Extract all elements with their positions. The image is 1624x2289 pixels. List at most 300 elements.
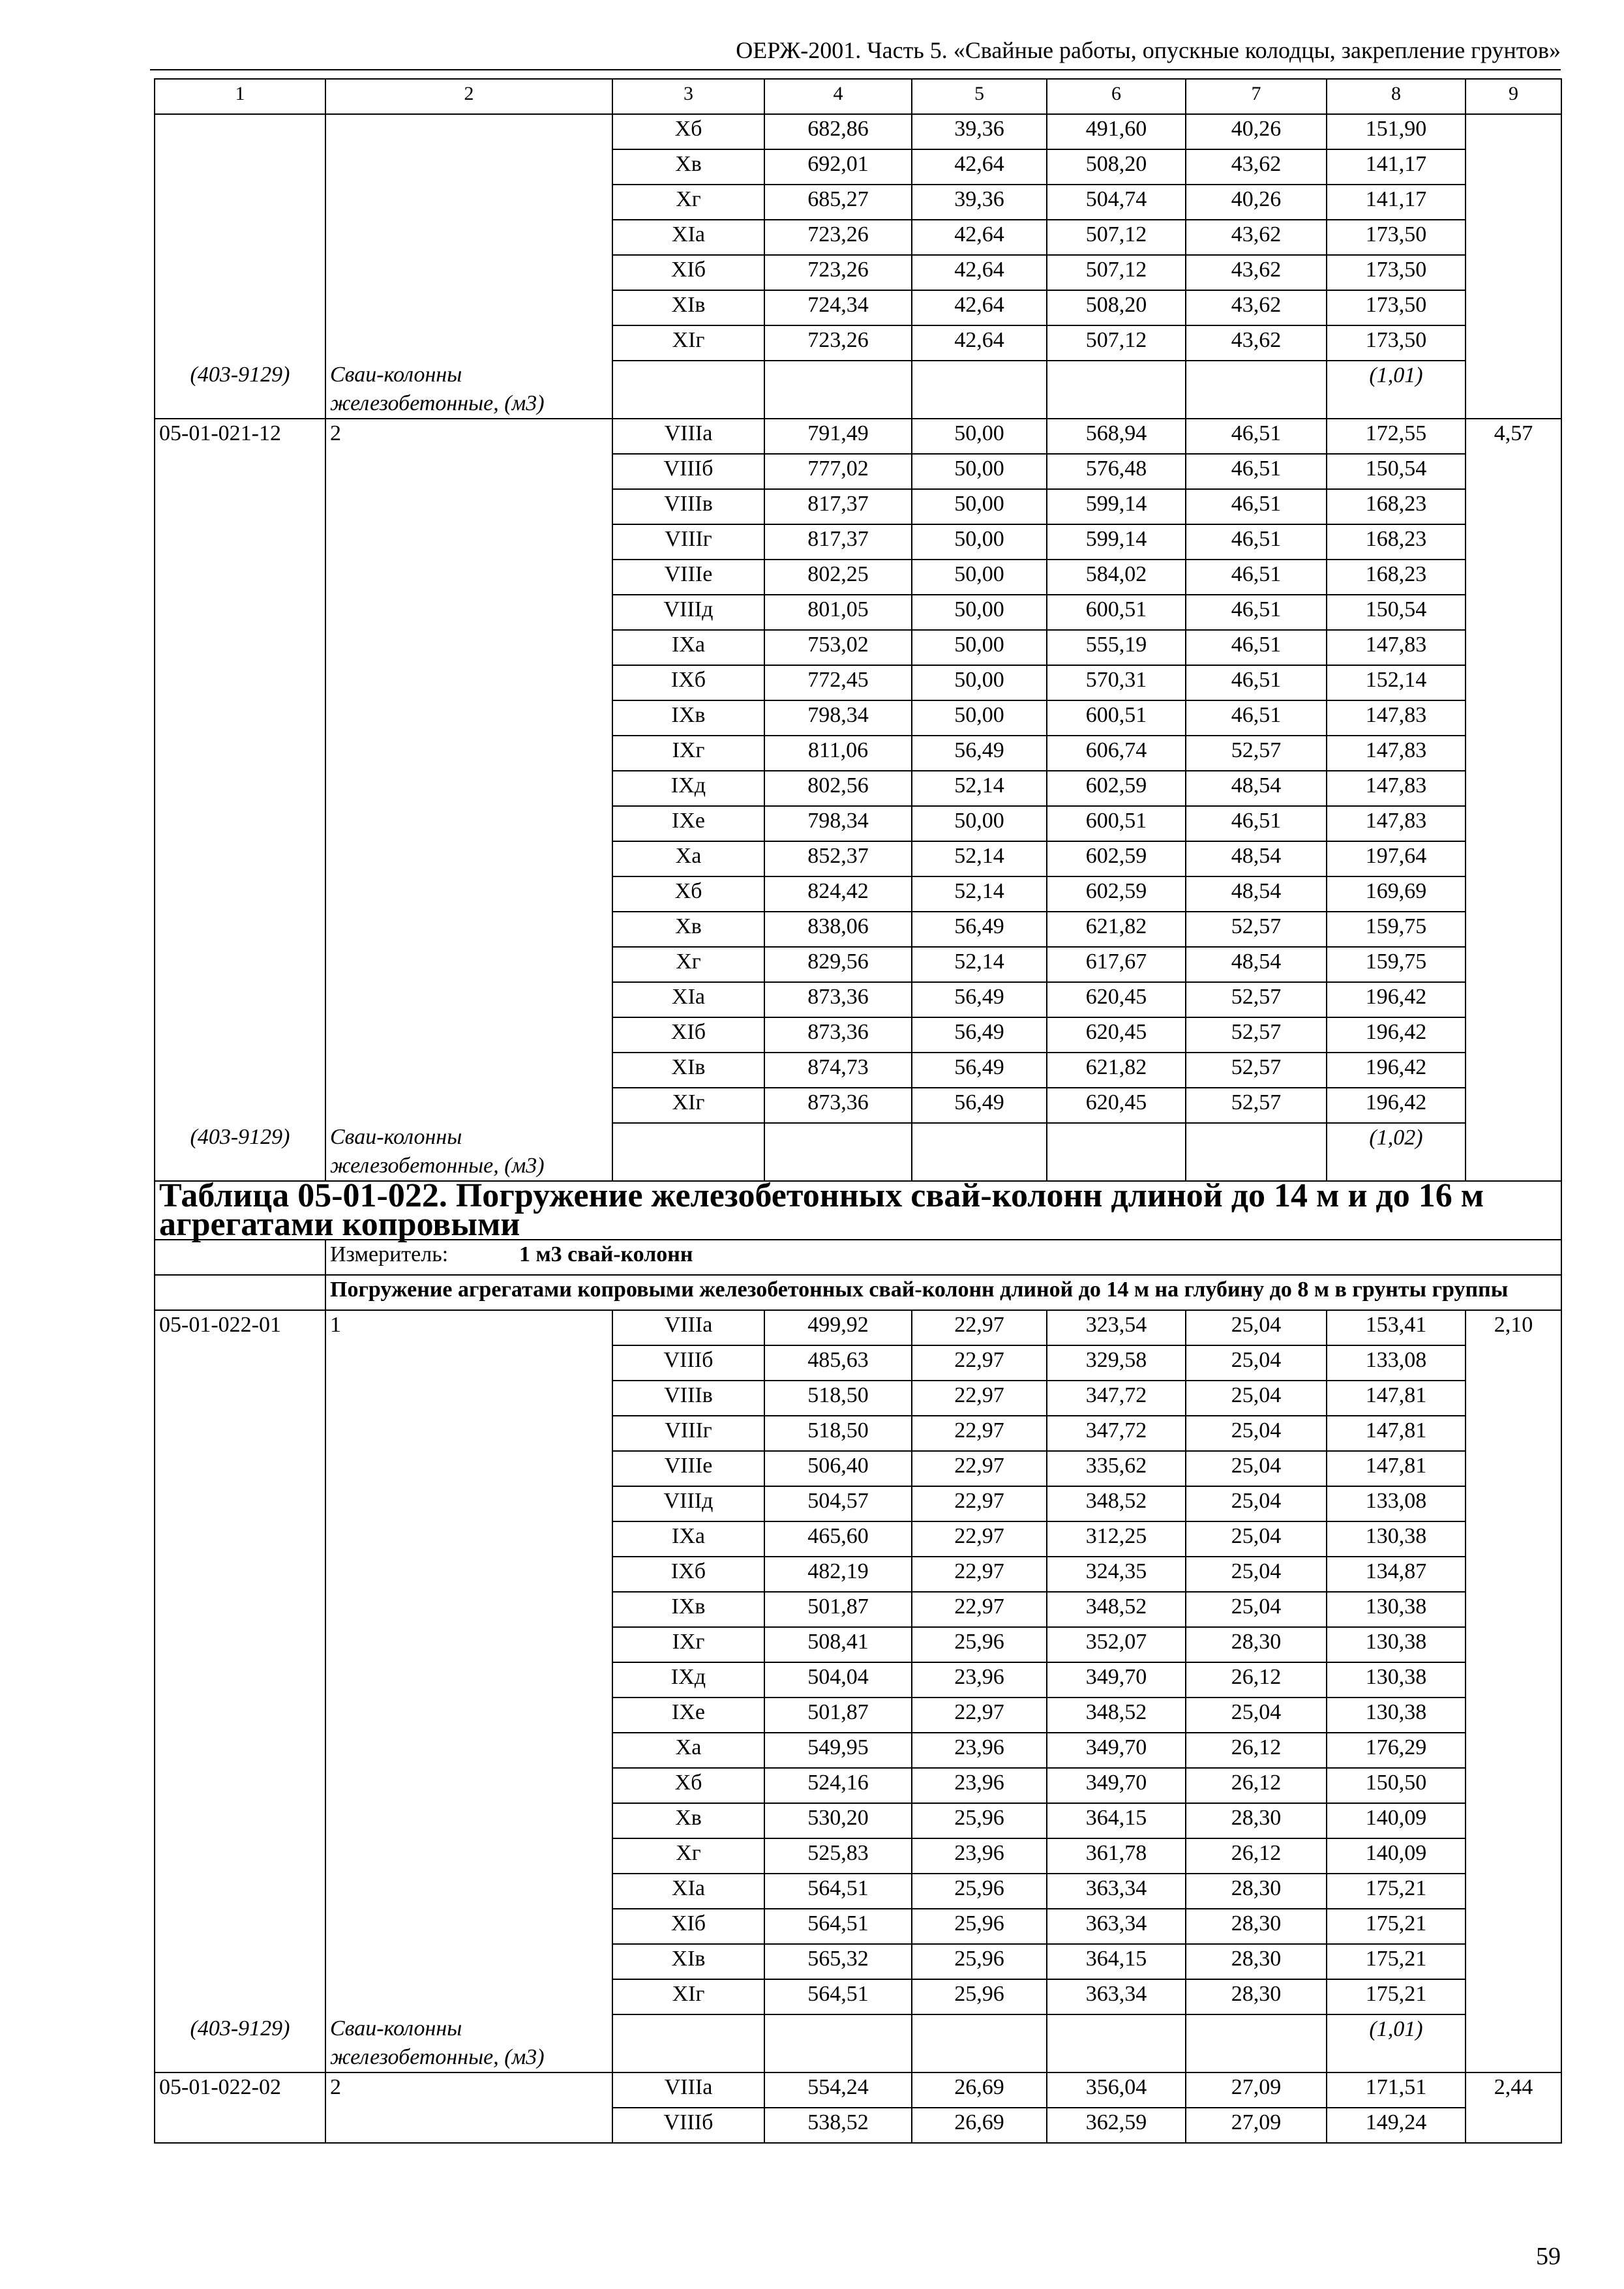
value-cell: 723,26 [764,255,912,290]
value-cell: 602,59 [1047,841,1186,876]
group-cell: Хб [612,1768,764,1803]
group-cell: ХIв [612,1944,764,1979]
value-cell: 565,32 [764,1944,912,1979]
group-cell: VIIIв [612,1381,764,1416]
value-cell: 25,96 [912,1944,1047,1979]
value-cell: 39,36 [912,185,1047,220]
value-cell: 329,58 [1047,1345,1186,1381]
value-cell: 491,60 [1047,114,1186,149]
value-cell: 46,51 [1186,665,1327,700]
note-material: Сваи-колонны железобетонные, (м3) [325,1123,612,1181]
value-cell: 42,64 [912,220,1047,255]
table-row [155,114,1561,149]
value-cell: 802,56 [764,771,912,806]
value-cell: 25,96 [912,1909,1047,1944]
value-cell: 140,09 [1327,1838,1466,1874]
value-cell: 56,49 [912,1053,1047,1088]
value-cell: 196,42 [1327,982,1466,1017]
value-cell: 172,55 [1327,419,1466,454]
value-cell: 25,04 [1186,1521,1327,1557]
value-cell: 617,67 [1047,947,1186,982]
number-cell: 2 [325,419,612,1123]
header-rule [150,69,1561,70]
value-cell: 39,36 [912,114,1047,149]
group-cell: VIIIа [612,2072,764,2108]
note-material: Сваи-колонны железобетонные, (м3) [325,361,612,419]
value-cell: 508,41 [764,1627,912,1662]
value-cell: 817,37 [764,489,912,524]
value-cell: 584,02 [1047,560,1186,595]
value-cell: 134,87 [1327,1557,1466,1592]
value-cell: 507,12 [1047,220,1186,255]
value-cell: 22,97 [912,1486,1047,1521]
value-cell: 501,87 [764,1592,912,1627]
value-cell: 518,50 [764,1381,912,1416]
value-cell: 518,50 [764,1416,912,1451]
value-cell: 147,83 [1327,771,1466,806]
value-cell: 46,51 [1186,560,1327,595]
code-cell: 05-01-022-01 [155,1310,325,2014]
value-cell: 363,34 [1047,1979,1186,2014]
value-cell: 150,50 [1327,1768,1466,1803]
value-cell: 173,50 [1327,255,1466,290]
group-cell: Хв [612,149,764,185]
value-cell: 147,81 [1327,1451,1466,1486]
value-cell: 682,86 [764,114,912,149]
value-cell: 723,26 [764,220,912,255]
value-cell: 817,37 [764,524,912,560]
value-cell: 25,96 [912,1627,1047,1662]
value-cell: 151,90 [1327,114,1466,149]
value-cell: 25,04 [1186,1381,1327,1416]
value-cell: 554,24 [764,2072,912,2108]
measure-spacer [155,1240,325,1275]
value-cell: 130,38 [1327,1521,1466,1557]
value-cell: 56,49 [912,912,1047,947]
value-cell: 25,96 [912,1979,1047,2014]
group-cell: ХIа [612,220,764,255]
col9-cell: 2,44 [1466,2072,1561,2143]
value-cell: 25,04 [1186,1698,1327,1733]
group-cell: Хг [612,185,764,220]
value-cell: 524,16 [764,1768,912,1803]
value-cell: 56,49 [912,736,1047,771]
value-cell: 599,14 [1047,524,1186,560]
group-cell: ХIа [612,982,764,1017]
value-cell: 133,08 [1327,1486,1466,1521]
value-cell: 48,54 [1186,841,1327,876]
note-row [155,2014,1561,2072]
value-cell: 599,14 [1047,489,1186,524]
value-cell: 26,12 [1186,1733,1327,1768]
value-cell: 538,52 [764,2108,912,2143]
value-cell: 141,17 [1327,149,1466,185]
page-header: ОЕРЖ-2001. Часть 5. «Свайные работы, опускные колодцы, закрепление грунтов» [736,37,1561,63]
value-cell: 555,19 [1047,630,1186,665]
group-cell: ХIб [612,1909,764,1944]
value-cell: 43,62 [1186,290,1327,325]
col9-cell: 2,10 [1466,1310,1561,2072]
value-cell: 149,24 [1327,2108,1466,2143]
value-cell: 22,97 [912,1557,1047,1592]
value-cell: 175,21 [1327,1874,1466,1909]
value-cell: 26,69 [912,2108,1047,2143]
value-cell: 600,51 [1047,806,1186,841]
value-cell: 141,17 [1327,185,1466,220]
note-empty [912,361,1047,419]
code-cell [155,114,325,361]
value-cell: 349,70 [1047,1662,1186,1698]
value-cell: 159,75 [1327,912,1466,947]
group-cell: IХб [612,1557,764,1592]
value-cell: 25,04 [1186,1557,1327,1592]
group-cell: IХе [612,806,764,841]
value-cell: 22,97 [912,1416,1047,1451]
value-cell: 25,04 [1186,1486,1327,1521]
value-cell: 50,00 [912,700,1047,736]
value-cell: 723,26 [764,325,912,361]
value-cell: 173,50 [1327,220,1466,255]
note-empty [612,2014,764,2072]
value-cell: 168,23 [1327,524,1466,560]
value-cell: 25,04 [1186,1345,1327,1381]
number-cell: 2 [325,2072,612,2143]
value-cell: 347,72 [1047,1381,1186,1416]
group-cell: VIIIд [612,1486,764,1521]
value-cell: 40,26 [1186,114,1327,149]
value-cell: 349,70 [1047,1768,1186,1803]
value-cell: 600,51 [1047,595,1186,630]
value-cell: 620,45 [1047,1017,1186,1053]
value-cell: 40,26 [1186,185,1327,220]
value-cell: 508,20 [1047,290,1186,325]
value-cell: 175,21 [1327,1944,1466,1979]
note-empty [1047,361,1186,419]
group-cell: VIIIа [612,419,764,454]
value-cell: 46,51 [1186,524,1327,560]
group-cell: ХIг [612,1088,764,1123]
group-cell: Хг [612,947,764,982]
value-cell: 43,62 [1186,149,1327,185]
group-cell: IХд [612,771,764,806]
group-cell: ХIа [612,1874,764,1909]
value-cell: 22,97 [912,1521,1047,1557]
group-cell: VIIIа [612,1310,764,1345]
column-number: 9 [1466,79,1561,114]
column-number: 6 [1047,79,1186,114]
value-cell: 50,00 [912,595,1047,630]
value-cell: 26,69 [912,2072,1047,2108]
value-cell: 356,04 [1047,2072,1186,2108]
note-coef: (1,01) [1327,2014,1466,2072]
group-cell: Хв [612,1803,764,1838]
value-cell: 777,02 [764,454,912,489]
value-cell: 50,00 [912,524,1047,560]
value-cell: 568,94 [1047,419,1186,454]
value-cell: 52,57 [1186,1053,1327,1088]
value-cell: 147,83 [1327,700,1466,736]
number-cell [325,114,612,361]
value-cell: 43,62 [1186,325,1327,361]
value-cell: 173,50 [1327,290,1466,325]
value-cell: 25,96 [912,1803,1047,1838]
value-cell: 323,54 [1047,1310,1186,1345]
group-cell: Хб [612,114,764,149]
measure-row [155,1240,1561,1275]
value-cell: 48,54 [1186,771,1327,806]
note-empty [1186,2014,1327,2072]
code-cell: 05-01-022-02 [155,2072,325,2143]
value-cell: 50,00 [912,489,1047,524]
group-cell: IХе [612,1698,764,1733]
value-cell: 352,07 [1047,1627,1186,1662]
value-cell: 46,51 [1186,489,1327,524]
value-cell: 753,02 [764,630,912,665]
value-cell: 564,51 [764,1874,912,1909]
note-empty [912,2014,1047,2072]
group-cell: VIIIб [612,454,764,489]
value-cell: 22,97 [912,1592,1047,1627]
group-cell: Хг [612,1838,764,1874]
value-cell: 504,74 [1047,185,1186,220]
value-cell: 576,48 [1047,454,1186,489]
value-cell: 27,09 [1186,2072,1327,2108]
value-cell: 335,62 [1047,1451,1186,1486]
value-cell: 46,51 [1186,806,1327,841]
value-cell: 364,15 [1047,1944,1186,1979]
group-cell: VIIIг [612,1416,764,1451]
number-cell: 1 [325,1310,612,2014]
value-cell: 348,52 [1047,1698,1186,1733]
col9-cell: 4,57 [1466,419,1561,1181]
value-cell: 602,59 [1047,876,1186,912]
value-cell: 364,15 [1047,1803,1186,1838]
value-cell: 829,56 [764,947,912,982]
group-cell: IХв [612,1592,764,1627]
table-row [155,419,1561,454]
note-code: (403-9129) [155,1123,325,1181]
column-number: 3 [612,79,764,114]
value-cell: 852,37 [764,841,912,876]
group-cell: VIIIв [612,489,764,524]
group-cell: ХIб [612,1017,764,1053]
subtitle-row [155,1275,1561,1310]
value-cell: 23,96 [912,1662,1047,1698]
value-cell: 26,12 [1186,1838,1327,1874]
value-cell: 873,36 [764,1017,912,1053]
group-cell: ХIг [612,1979,764,2014]
value-cell: 620,45 [1047,982,1186,1017]
value-cell: 147,81 [1327,1381,1466,1416]
value-cell: 22,97 [912,1345,1047,1381]
value-cell: 621,82 [1047,1053,1186,1088]
value-cell: 196,42 [1327,1017,1466,1053]
group-cell: VIIIе [612,1451,764,1486]
value-cell: 22,97 [912,1310,1047,1345]
value-cell: 362,59 [1047,2108,1186,2143]
value-cell: 56,49 [912,1017,1047,1053]
value-cell: 28,30 [1186,1944,1327,1979]
value-cell: 25,04 [1186,1592,1327,1627]
value-cell: 25,04 [1186,1451,1327,1486]
note-empty [912,1123,1047,1181]
value-cell: 26,12 [1186,1768,1327,1803]
value-cell: 506,40 [764,1451,912,1486]
note-material: Сваи-колонны железобетонные, (м3) [325,2014,612,2072]
value-cell: 169,69 [1327,876,1466,912]
value-cell: 42,64 [912,325,1047,361]
value-cell: 52,14 [912,841,1047,876]
value-cell: 22,97 [912,1381,1047,1416]
value-cell: 549,95 [764,1733,912,1768]
value-cell: 23,96 [912,1768,1047,1803]
value-cell: 43,62 [1186,255,1327,290]
group-cell: Ха [612,841,764,876]
value-cell: 507,12 [1047,255,1186,290]
group-cell: IХг [612,736,764,771]
value-cell: 48,54 [1186,876,1327,912]
value-cell: 133,08 [1327,1345,1466,1381]
note-code: (403-9129) [155,2014,325,2072]
value-cell: 363,34 [1047,1909,1186,1944]
value-cell: 23,96 [912,1838,1047,1874]
value-cell: 600,51 [1047,700,1186,736]
value-cell: 197,64 [1327,841,1466,876]
value-cell: 50,00 [912,419,1047,454]
group-cell: ХIг [612,325,764,361]
note-code: (403-9129) [155,361,325,419]
value-cell: 312,25 [1047,1521,1186,1557]
value-cell: 152,14 [1327,665,1466,700]
value-cell: 147,83 [1327,806,1466,841]
value-cell: 46,51 [1186,419,1327,454]
value-cell: 485,63 [764,1345,912,1381]
column-number: 7 [1186,79,1327,114]
value-cell: 173,50 [1327,325,1466,361]
rates-table [154,78,1562,2144]
value-cell: 508,20 [1047,149,1186,185]
table-row [155,2072,1561,2108]
value-cell: 28,30 [1186,1979,1327,2014]
code-cell: 05-01-021-12 [155,419,325,1123]
value-cell: 348,52 [1047,1592,1186,1627]
group-cell: VIIIд [612,595,764,630]
value-cell: 347,72 [1047,1416,1186,1451]
value-cell: 50,00 [912,560,1047,595]
group-cell: IХд [612,1662,764,1698]
group-cell: ХIв [612,290,764,325]
value-cell: 25,04 [1186,1310,1327,1345]
column-number: 8 [1327,79,1466,114]
value-cell: 56,49 [912,1088,1047,1123]
value-cell: 147,81 [1327,1416,1466,1451]
value-cell: 692,01 [764,149,912,185]
value-cell: 798,34 [764,806,912,841]
group-cell: VIIIе [612,560,764,595]
value-cell: 52,14 [912,876,1047,912]
value-cell: 525,83 [764,1838,912,1874]
value-cell: 324,35 [1047,1557,1186,1592]
group-cell: IХа [612,630,764,665]
value-cell: 791,49 [764,419,912,454]
note-empty [764,361,912,419]
value-cell: 801,05 [764,595,912,630]
value-cell: 52,57 [1186,982,1327,1017]
value-cell: 46,51 [1186,700,1327,736]
value-cell: 22,97 [912,1451,1047,1486]
value-cell: 52,57 [1186,912,1327,947]
value-cell: 28,30 [1186,1627,1327,1662]
value-cell: 530,20 [764,1803,912,1838]
value-cell: 482,19 [764,1557,912,1592]
value-cell: 602,59 [1047,771,1186,806]
value-cell: 28,30 [1186,1803,1327,1838]
note-empty [764,2014,912,2072]
value-cell: 27,09 [1186,2108,1327,2143]
value-cell: 50,00 [912,806,1047,841]
value-cell: 130,38 [1327,1592,1466,1627]
value-cell: 50,00 [912,630,1047,665]
value-cell: 23,96 [912,1733,1047,1768]
group-cell: VIIIг [612,524,764,560]
value-cell: 52,14 [912,771,1047,806]
value-cell: 176,29 [1327,1733,1466,1768]
value-cell: 363,34 [1047,1874,1186,1909]
value-cell: 130,38 [1327,1627,1466,1662]
value-cell: 824,42 [764,876,912,912]
group-cell: Ха [612,1733,764,1768]
measure-value: 1 м3 свай-колонн [519,1242,693,1266]
value-cell: 504,04 [764,1662,912,1698]
value-cell: 159,75 [1327,947,1466,982]
value-cell: 150,54 [1327,454,1466,489]
value-cell: 46,51 [1186,454,1327,489]
value-cell: 175,21 [1327,1909,1466,1944]
group-cell: VIIIб [612,1345,764,1381]
value-cell: 570,31 [1047,665,1186,700]
value-cell: 798,34 [764,700,912,736]
note-coef: (1,01) [1327,361,1466,419]
group-cell: IХг [612,1627,764,1662]
subtitle: Погружение агрегатами копровыми железобетонных свай-колонн длиной до 14 м на глубину до 8 м в грунты группы [325,1275,1561,1310]
group-cell: IХб [612,665,764,700]
group-cell: Хб [612,876,764,912]
value-cell: 873,36 [764,982,912,1017]
note-empty [1186,361,1327,419]
value-cell: 26,12 [1186,1662,1327,1698]
value-cell: 25,96 [912,1874,1047,1909]
page-number: 59 [1536,2243,1561,2270]
value-cell: 50,00 [912,454,1047,489]
value-cell: 196,42 [1327,1053,1466,1088]
value-cell: 465,60 [764,1521,912,1557]
value-cell: 564,51 [764,1909,912,1944]
value-cell: 811,06 [764,736,912,771]
group-cell: VIIIб [612,2108,764,2143]
value-cell: 147,83 [1327,736,1466,771]
column-number-row [155,79,1561,114]
value-cell: 48,54 [1186,947,1327,982]
value-cell: 22,97 [912,1698,1047,1733]
note-row [155,361,1561,419]
value-cell: 56,49 [912,982,1047,1017]
value-cell: 43,62 [1186,220,1327,255]
value-cell: 838,06 [764,912,912,947]
value-cell: 50,00 [912,665,1047,700]
value-cell: 606,74 [1047,736,1186,771]
value-cell: 349,70 [1047,1733,1186,1768]
group-cell: ХIв [612,1053,764,1088]
